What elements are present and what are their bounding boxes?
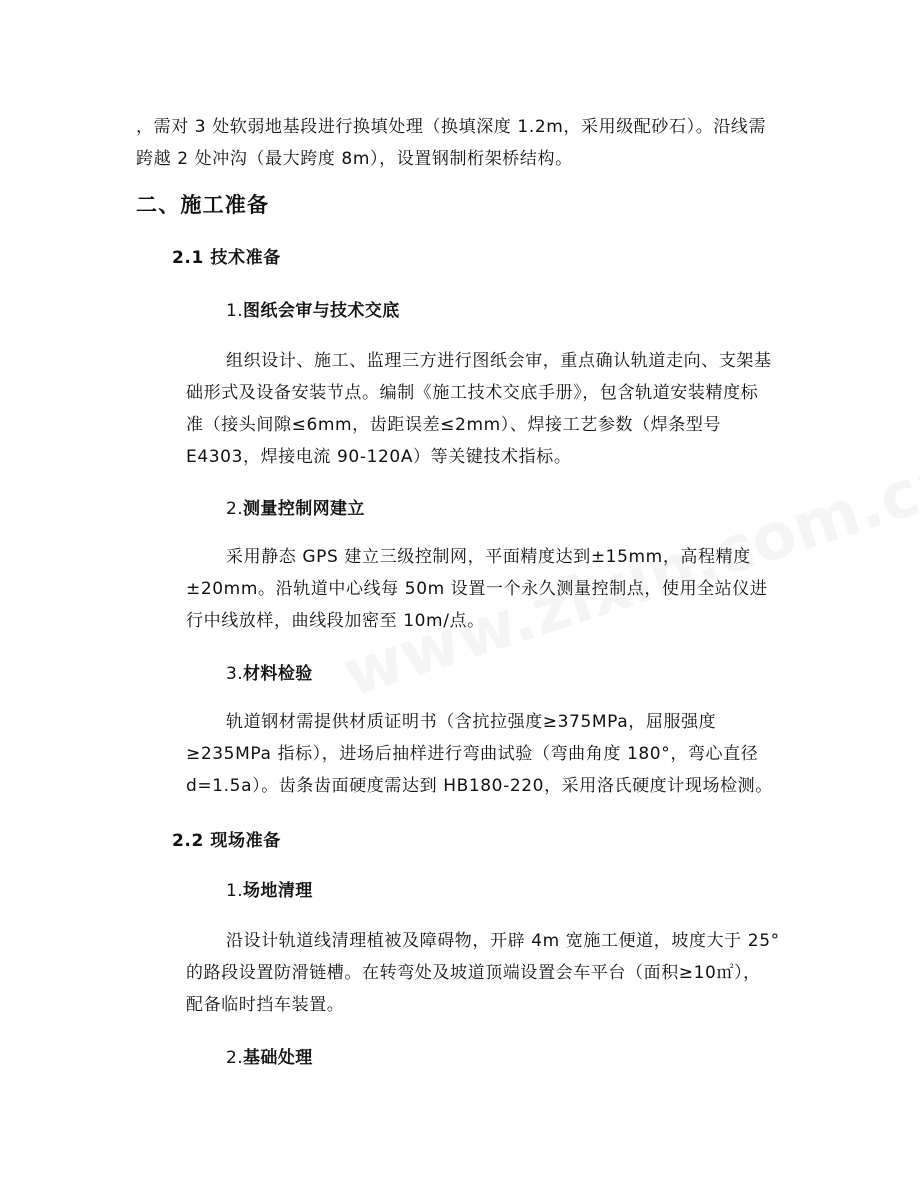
paragraph-line: 行中线放样，曲线段加密至 10m/点。 xyxy=(186,611,485,631)
item-number: 3. xyxy=(226,664,244,684)
item-title: 测量控制网建立 xyxy=(243,499,365,519)
item-number: 1. xyxy=(226,881,244,901)
paragraph-line: 轨道钢材需提供材质证明书（含抗拉强度≥375MPa，屈服强度 xyxy=(226,712,717,732)
paragraph-material-inspection-cont xyxy=(186,738,773,802)
item-heading-site-clearing xyxy=(226,876,313,901)
paragraph-drawing-review-cont xyxy=(186,377,758,473)
paragraph-line: ，需对 3 处软弱地基段进行换填处理（换填深度 1.2m，采用级配砂石）。沿线需 xyxy=(136,117,767,137)
paragraph-line: 沿设计轨道线清理植被及障碍物，开辟 4m 宽施工便道，坡度大于 25° xyxy=(226,931,780,951)
section-heading: 二、施工准备 xyxy=(136,193,270,217)
item-heading-material-inspection xyxy=(226,659,313,684)
paragraph-survey-network-cont xyxy=(186,573,768,637)
paragraph-line: 配备临时挡车装置。 xyxy=(186,995,345,1015)
item-heading-survey-network xyxy=(226,494,365,519)
item-title: 场地清理 xyxy=(243,881,313,901)
subsection-heading-site-prep: 2.2 现场准备 xyxy=(172,831,281,851)
item-title: 基础处理 xyxy=(243,1048,313,1068)
paragraph-line: 组织设计、施工、监理三方进行图纸会审，重点确认轨道走向、支架基 xyxy=(226,351,772,371)
subsection-heading-tech-prep: 2.1 技术准备 xyxy=(172,248,281,268)
paragraph-drawing-review xyxy=(226,345,772,377)
paragraph-material-inspection xyxy=(226,706,716,738)
item-heading-drawing-review xyxy=(226,296,400,321)
paragraph-survey-network xyxy=(226,541,751,573)
paragraph-site-clearing xyxy=(226,925,780,957)
paragraph-line: 采用静态 GPS 建立三级控制网，平面精度达到±15mm，高程精度 xyxy=(226,547,751,567)
item-heading-foundation-treatment xyxy=(226,1043,313,1068)
paragraph-site-clearing-cont xyxy=(186,957,761,1021)
intro-paragraph xyxy=(136,111,766,175)
paragraph-line: ≥235MPa 指标），进场后抽样进行弯曲试验（弯曲角度 180°，弯心直径 xyxy=(186,744,759,764)
item-number: 2. xyxy=(226,1048,244,1068)
paragraph-line: 础形式及设备安装节点。编制《施工技术交底手册》，包含轨道安装精度标 xyxy=(186,383,759,403)
paragraph-line: ±20mm。沿轨道中心线每 50m 设置一个永久测量控制点，使用全站仪进 xyxy=(186,579,768,599)
item-title: 图纸会审与技术交底 xyxy=(243,301,400,321)
item-title: 材料检验 xyxy=(243,664,313,684)
paragraph-line: E4303，焊接电流 90-120A）等关键技术指标。 xyxy=(186,447,572,467)
item-number: 1. xyxy=(226,301,244,321)
paragraph-line: 的路段设置防滑链槽。在转弯处及坡道顶端设置会车平台（面积≥10㎡）， xyxy=(186,963,761,983)
paragraph-line: 准（接头间隙≤6mm，齿距误差≤2mm）、焊接工艺参数（焊条型号 xyxy=(186,415,722,435)
item-number: 2. xyxy=(226,499,244,519)
paragraph-line: d=1.5a）。齿条齿面硬度需达到 HB180-220，采用洛氏硬度计现场检测。 xyxy=(186,776,773,796)
paragraph-line: 跨越 2 处冲沟（最大跨度 8m），设置钢制桁架桥结构。 xyxy=(136,149,573,169)
